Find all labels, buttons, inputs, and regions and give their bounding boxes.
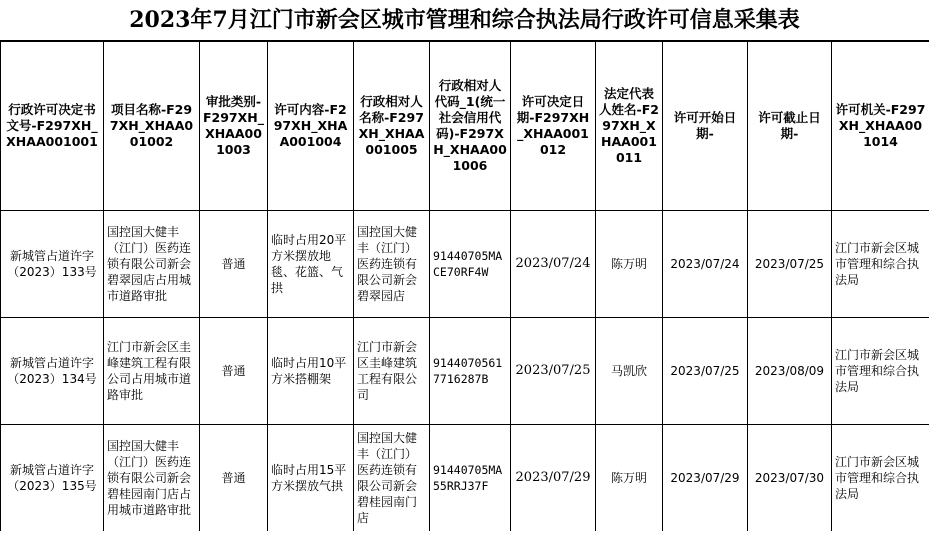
cell-end-date[interactable]: 2023/07/25 bbox=[748, 211, 832, 318]
col-header-decision-date[interactable]: 许可决定日期-F297XH_XHAA001012 bbox=[511, 42, 596, 211]
col-header-doc-no[interactable]: 行政许可决定书文号-F297XH_XHAA001001 bbox=[1, 42, 104, 211]
cell-legal-rep[interactable]: 陈万明 bbox=[596, 211, 663, 318]
col-header-code[interactable]: 行政相对人代码_1(统一社会信用代码)-F297XH_XHAA001006 bbox=[430, 42, 511, 211]
table-row bbox=[1, 318, 929, 425]
cell-decision-date[interactable]: 2023/07/24 bbox=[511, 211, 596, 318]
cell-authority[interactable]: 江门市新会区城市管理和综合执法局 bbox=[832, 318, 929, 425]
col-header-start-date[interactable]: 许可开始日期- bbox=[663, 42, 748, 211]
cell-project[interactable]: 国控国大健丰（江门）医药连锁有限公司新会碧桂园南门店占用城市道路审批 bbox=[104, 425, 200, 532]
cell-category[interactable]: 普通 bbox=[200, 318, 268, 425]
header-row bbox=[1, 42, 929, 211]
col-header-project[interactable]: 项目名称-F297XH_XHAA001002 bbox=[104, 42, 200, 211]
cell-category[interactable]: 普通 bbox=[200, 425, 268, 532]
cell-code[interactable]: 91440705MACE70RF4W bbox=[430, 211, 511, 318]
cell-doc-no[interactable]: 新城管占道许字（2023）133号 bbox=[1, 211, 104, 318]
col-header-content[interactable]: 许可内容-F297XH_XHAA001004 bbox=[268, 42, 354, 211]
col-header-legal-rep[interactable]: 法定代表人姓名-F297XH_XHAA001011 bbox=[596, 42, 663, 211]
cell-doc-no[interactable]: 新城管占道许字（2023）135号 bbox=[1, 425, 104, 532]
col-header-authority[interactable]: 许可机关-F297XH_XHAA001014 bbox=[832, 42, 929, 211]
cell-doc-no[interactable]: 新城管占道许字（2023）134号 bbox=[1, 318, 104, 425]
cell-authority[interactable]: 江门市新会区城市管理和综合执法局 bbox=[832, 425, 929, 532]
cell-start-date[interactable]: 2023/07/29 bbox=[663, 425, 748, 532]
cell-content[interactable]: 临时占用20平方米摆放地毯、花篮、气拱 bbox=[268, 211, 354, 318]
table-row bbox=[1, 425, 929, 532]
cell-legal-rep[interactable]: 陈万明 bbox=[596, 425, 663, 532]
cell-decision-date[interactable]: 2023/07/25 bbox=[511, 318, 596, 425]
col-header-category[interactable]: 审批类别-F297XH_XHAA001003 bbox=[200, 42, 268, 211]
cell-start-date[interactable]: 2023/07/24 bbox=[663, 211, 748, 318]
permit-table bbox=[0, 41, 929, 531]
cell-code[interactable]: 91440705MA55RRJ37F bbox=[430, 425, 511, 532]
col-header-end-date[interactable]: 许可截止日期- bbox=[748, 42, 832, 211]
table-row bbox=[1, 211, 929, 318]
cell-authority[interactable]: 江门市新会区城市管理和综合执法局 bbox=[832, 211, 929, 318]
cell-project[interactable]: 国控国大健丰（江门）医药连锁有限公司新会碧翠园店占用城市道路审批 bbox=[104, 211, 200, 318]
cell-project[interactable]: 江门市新会区圭峰建筑工程有限公司占用城市道路审批 bbox=[104, 318, 200, 425]
cell-end-date[interactable]: 2023/08/09 bbox=[748, 318, 832, 425]
cell-decision-date[interactable]: 2023/07/29 bbox=[511, 425, 596, 532]
cell-applicant[interactable]: 国控国大健丰（江门）医药连锁有限公司新会碧桂园南门店 bbox=[354, 425, 430, 532]
sheet-title: 2023年7月江门市新会区城市管理和综合执法局行政许可信息采集表 bbox=[0, 0, 929, 41]
cell-end-date[interactable]: 2023/07/30 bbox=[748, 425, 832, 532]
cell-category[interactable]: 普通 bbox=[200, 211, 268, 318]
cell-start-date[interactable]: 2023/07/25 bbox=[663, 318, 748, 425]
cell-code[interactable]: 91440705617716287B bbox=[430, 318, 511, 425]
cell-applicant[interactable]: 国控国大健丰（江门）医药连锁有限公司新会碧翠园店 bbox=[354, 211, 430, 318]
col-header-applicant[interactable]: 行政相对人名称-F297XH_XHAA001005 bbox=[354, 42, 430, 211]
cell-content[interactable]: 临时占用10平方米搭棚架 bbox=[268, 318, 354, 425]
cell-content[interactable]: 临时占用15平方米摆放气拱 bbox=[268, 425, 354, 532]
cell-legal-rep[interactable]: 马凯欣 bbox=[596, 318, 663, 425]
cell-applicant[interactable]: 江门市新会区圭峰建筑工程有限公司 bbox=[354, 318, 430, 425]
